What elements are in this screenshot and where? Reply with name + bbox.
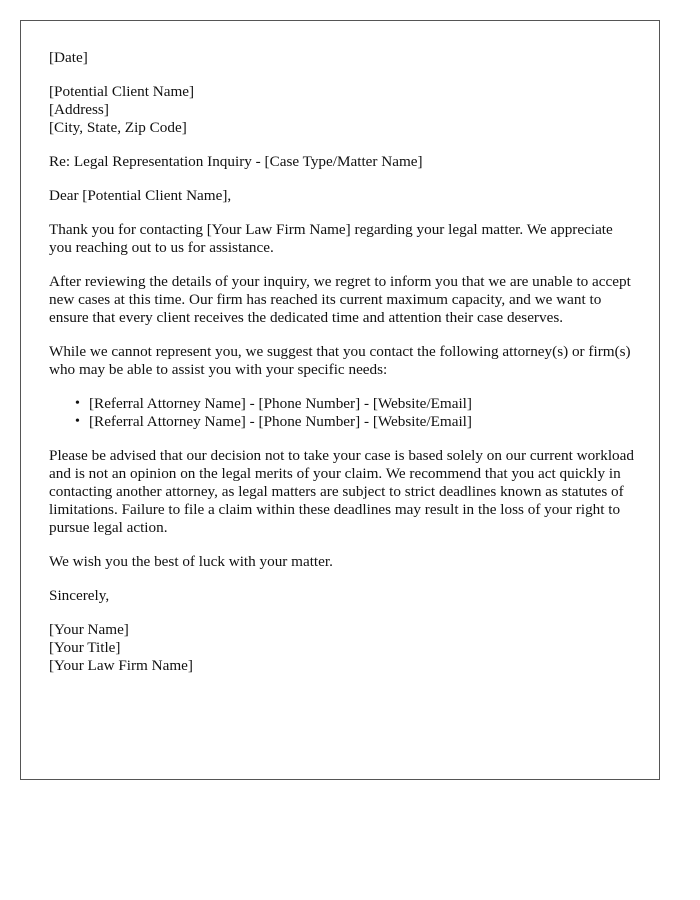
signature-name: [Your Name] <box>49 621 129 638</box>
paragraph-advisory: Please be advised that our decision not to take your case is based solely on our current workload and is not an opinion on the legal merits of your claim. We recommend that you act quickly in contacting another attorney, as legal matters are subject to strict deadlines known as statutes of limitations. Failure to file a claim within these deadlines may result in the loss of your right to pursue legal action. <box>49 447 634 536</box>
paragraph-capacity: After reviewing the details of your inquiry, we regret to inform you that we are unable to accept new cases at this time. Our firm has reached its current maximum capacity, and we want to ensure that every client receives the dedicated time and attention their case deserves. <box>49 273 631 326</box>
signature-firm: [Your Law Firm Name] <box>49 657 193 674</box>
letter-page <box>20 20 660 780</box>
letter-body <box>49 49 635 691</box>
closing: Sincerely, <box>49 587 110 604</box>
bullet-icon: • <box>75 414 80 429</box>
referral-item <box>75 395 635 413</box>
referral-item-text: [Referral Attorney Name] - [Phone Number] - [Website/Email] <box>89 395 472 412</box>
referral-list <box>49 395 635 431</box>
recipient-address: [Address] <box>49 101 109 118</box>
salutation: Dear [Potential Client Name], <box>49 187 232 204</box>
bullet-icon: • <box>75 396 80 411</box>
subject-line: Re: Legal Representation Inquiry - [Case Type/Matter Name] <box>49 153 423 170</box>
signature-title: [Your Title] <box>49 639 121 656</box>
recipient-name: [Potential Client Name] <box>49 83 195 100</box>
recipient-address-block <box>49 83 635 137</box>
signature-block <box>49 621 635 675</box>
date-text: [Date] <box>49 49 88 66</box>
paragraph-thanks: Thank you for contacting [Your Law Firm Name] regarding your legal matter. We appreciate you reaching out to us for assistance. <box>49 221 613 256</box>
referral-item <box>75 413 635 431</box>
paragraph-referral-intro: While we cannot represent you, we suggest that you contact the following attorney(s) or firm(s) who may be able to assist you with your specific needs: <box>49 343 631 378</box>
letter-date <box>49 49 635 67</box>
paragraph-well-wishes: We wish you the best of luck with your matter. <box>49 553 333 570</box>
referral-item-text: [Referral Attorney Name] - [Phone Number] - [Website/Email] <box>89 413 472 430</box>
recipient-city-state-zip: [City, State, Zip Code] <box>49 119 187 136</box>
